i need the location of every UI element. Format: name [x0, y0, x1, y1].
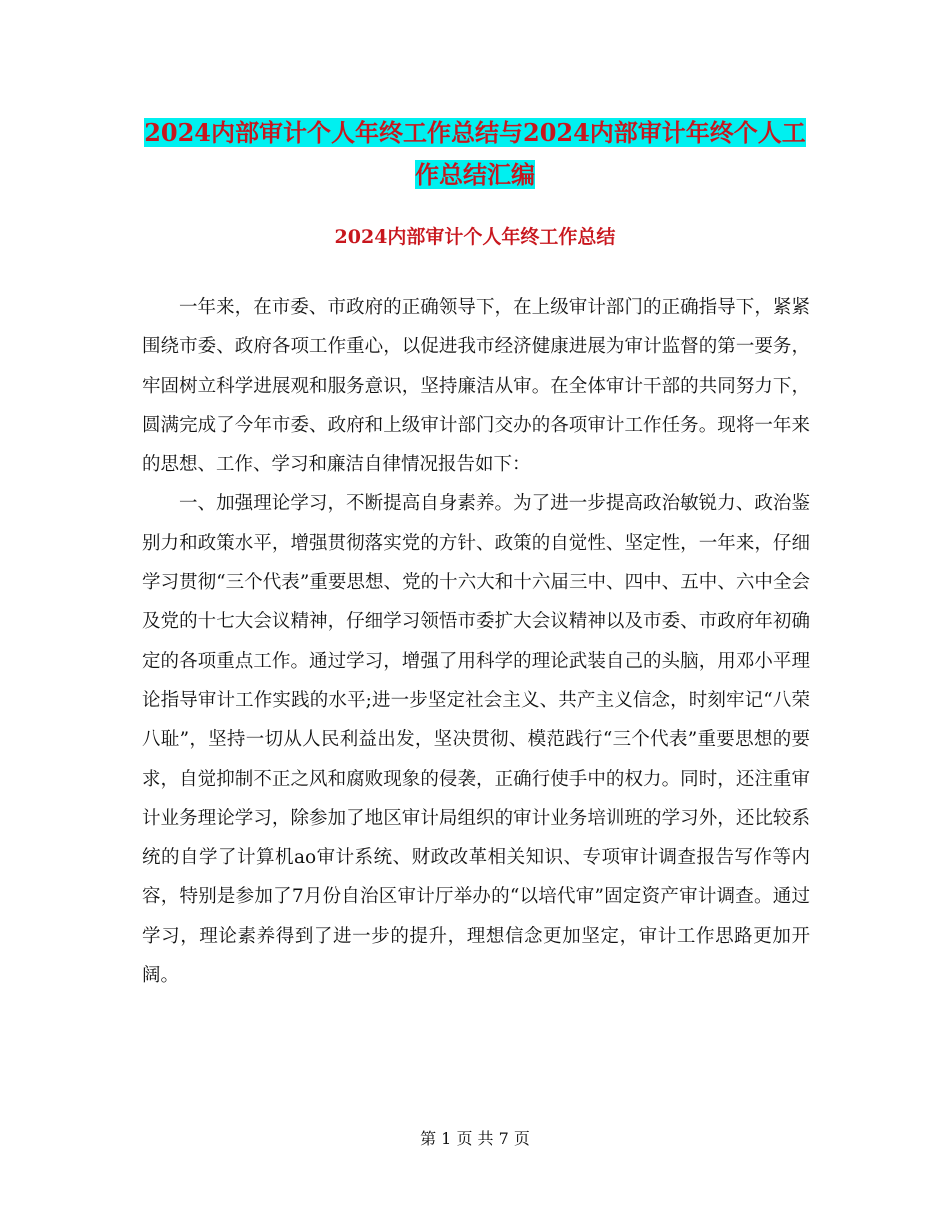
section-title: 2024内部审计个人年终工作总结 [334, 226, 616, 248]
document-title [140, 112, 810, 196]
document-body [142, 288, 810, 995]
body-paragraph: 一年来，在市委、市政府的正确领导下，在上级审计部门的正确指导下，紧紧围绕市委、政府各项工作重心，以促进我市经济健康进展为审计监督的第一要务，牢固树立科学进展观和服务意识，坚持廉洁从审。在全体审计干部的共同努力下，圆满完成了今年市委、政府和上级审计部门交办的各项审计工作任务。现将一年来的思想、工作、学习和廉洁自律情况报告如下： [142, 297, 810, 476]
document-title-text: 2024内部审计个人年终工作总结与2024内部审计年终个人工作总结汇编 [144, 118, 806, 189]
page-footer: 第 1 页 共 7 页 [420, 1129, 530, 1148]
body-paragraph: 一、加强理论学习，不断提高自身素养。为了进一步提高政治敏锐力、政治鉴别力和政策水平，增强贯彻落实党的方针、政策的自觉性、坚定性，一年来，仔细学习贯彻“三个代表”重要思想、党的十六大和十六届三中、四中、五中、六中全会及党的十七大会议精神，仔细学习领悟市委扩大会议精神以及市委、市政府年初确定的各项重点工作。通过学习，增强了用科学的理论武装自己的头脑，用邓小平理论指导审计工作实践的水平;进一步坚定社会主义、共产主义信念，时刻牢记“八荣八耻”，坚持一切从人民利益出发，坚决贯彻、模范践行“三个代表”重要思想的要求，自觉抑制不正之风和腐败现象的侵袭，正确行使手中的权力。同时，还注重审计业务理论学习，除参加了地区审计局组织的审计业务培训班的学习外，还比较系统的自学了计算机ao审计系统、财政改革相关知识、专项审计调查报告写作等内容，特别是参加了7月份自治区审计厅举办的“以培代审”固定资产审计调查。通过学习，理论素养得到了进一步的提升，理想信念更加坚定，审计工作思路更加开阔。 [142, 493, 810, 987]
